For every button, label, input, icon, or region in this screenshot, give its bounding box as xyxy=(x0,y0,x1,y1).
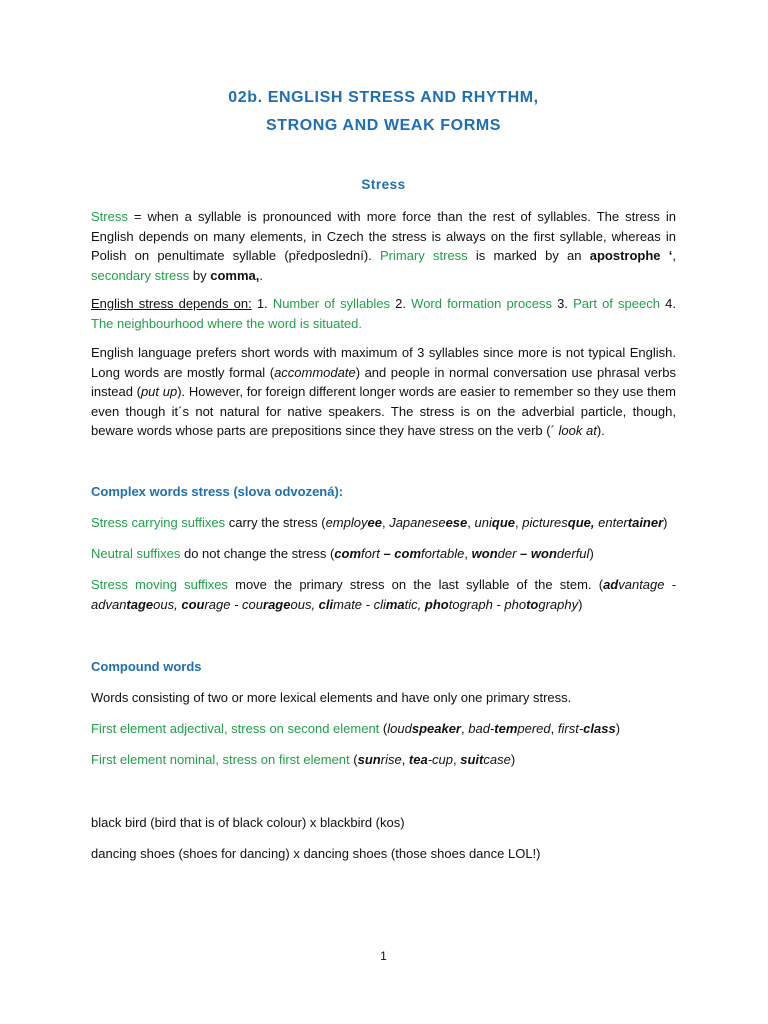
black-bird-example: black bird (bird that is of black colour) x blackbird (kos) xyxy=(91,815,405,830)
adjectival-compound-line: First element adjectival, stress on second element (loudspeaker, bad-tempered, first-class) xyxy=(91,721,621,736)
term-first-element-nominal: First element nominal, stress on first element xyxy=(91,752,350,767)
factor-1: Number of syllables xyxy=(272,296,391,311)
term-stress-carrying-suffixes: Stress carrying suffixes xyxy=(91,515,226,530)
stress-moving-examples: advantage - advantageous, courage - courageous, climate - climatic, photograph - photography xyxy=(91,577,677,612)
neutral-suffixes-line: Neutral suffixes do not change the stress (comfort – comfortable, wonder – wonderful) xyxy=(91,546,594,561)
document-page xyxy=(91,0,676,1024)
term-stress: Stress xyxy=(91,209,128,224)
compound-intro-line: Words consisting of two or more lexical elements and have only one primary stress. xyxy=(91,690,572,705)
section-heading-complex-words: Complex words stress (slova odvozená): xyxy=(91,484,344,499)
example-accommodate: accommodate xyxy=(274,364,356,380)
document-title-line-1: 02b. ENGLISH STRESS AND RHYTHM, xyxy=(228,89,539,106)
term-primary-stress: Primary stress xyxy=(380,248,468,263)
factor-4: The neighbourhood where the word is situated. xyxy=(91,315,363,331)
factor-3: Part of speech xyxy=(573,296,660,311)
example-look-at: look at xyxy=(554,423,597,438)
term-neutral-suffixes: Neutral suffixes xyxy=(91,546,181,561)
stress-definition-paragraph: Stress = when a syllable is pronounced with more force than the rest of syllables. The stress in English depends on many elements, in Czech the stress is always on the first syllable, whereas in Polish on penultimate syllable (předposlední). Primary stress is marked by an apostrophe ‘, secondary stress by comma,. xyxy=(91,209,676,283)
stress-factors-paragraph: English stress depends on: 1. Number of syllables 2. Word formation process 3. Part of speech 4. The neighbourhood where the word is situated. xyxy=(91,296,676,331)
term-stress-moving-suffixes: Stress moving suffixes xyxy=(91,577,228,592)
short-words-paragraph: English language prefers short words with maximum of 3 syllables since more is not typical English. Long words are mostly formal (accommodate) and people in normal conversation use phrasal verbs instead (put up). However, for foreign different longer words are easier to remember so they use them even though it´s not natural for native speakers. The stress is on the adverbial particle, though, beware words whose parts are prepositions since they have stress on the verb (´ look at). xyxy=(91,345,676,438)
document-title-line-2: STRONG AND WEAK FORMS xyxy=(265,117,502,134)
nominal-compound-line: First element nominal, stress on first element (sunrise, tea-cup, suitcase) xyxy=(91,752,516,767)
section-heading-compound-words: Compound words xyxy=(91,659,202,674)
apostrophe-mark: apostrophe ‘ xyxy=(589,248,673,263)
stress-carrying-suffixes-line: Stress carrying suffixes carry the stress (employee, Japaneseese, unique, picturesque, entertainer) xyxy=(91,515,668,530)
factors-lead: English stress depends on: xyxy=(91,296,252,311)
comma-mark: comma, xyxy=(210,267,260,283)
example-put-up: put up xyxy=(140,384,178,399)
term-secondary-stress: secondary stress xyxy=(91,267,190,283)
section-heading-stress: Stress xyxy=(361,177,406,192)
page-number: 1 xyxy=(380,949,387,963)
stress-moving-suffixes-paragraph: Stress moving suffixes move the primary stress on the last syllable of the stem. (advantage - advantageous, courage - courageous, climate - climatic, photograph - photography) xyxy=(91,577,677,612)
term-first-element-adjectival: First element adjectival, stress on second element xyxy=(91,721,380,736)
factor-2: Word formation process xyxy=(411,296,552,311)
dancing-shoes-example: dancing shoes (shoes for dancing) x dancing shoes (those shoes dance LOL!) xyxy=(91,846,541,861)
